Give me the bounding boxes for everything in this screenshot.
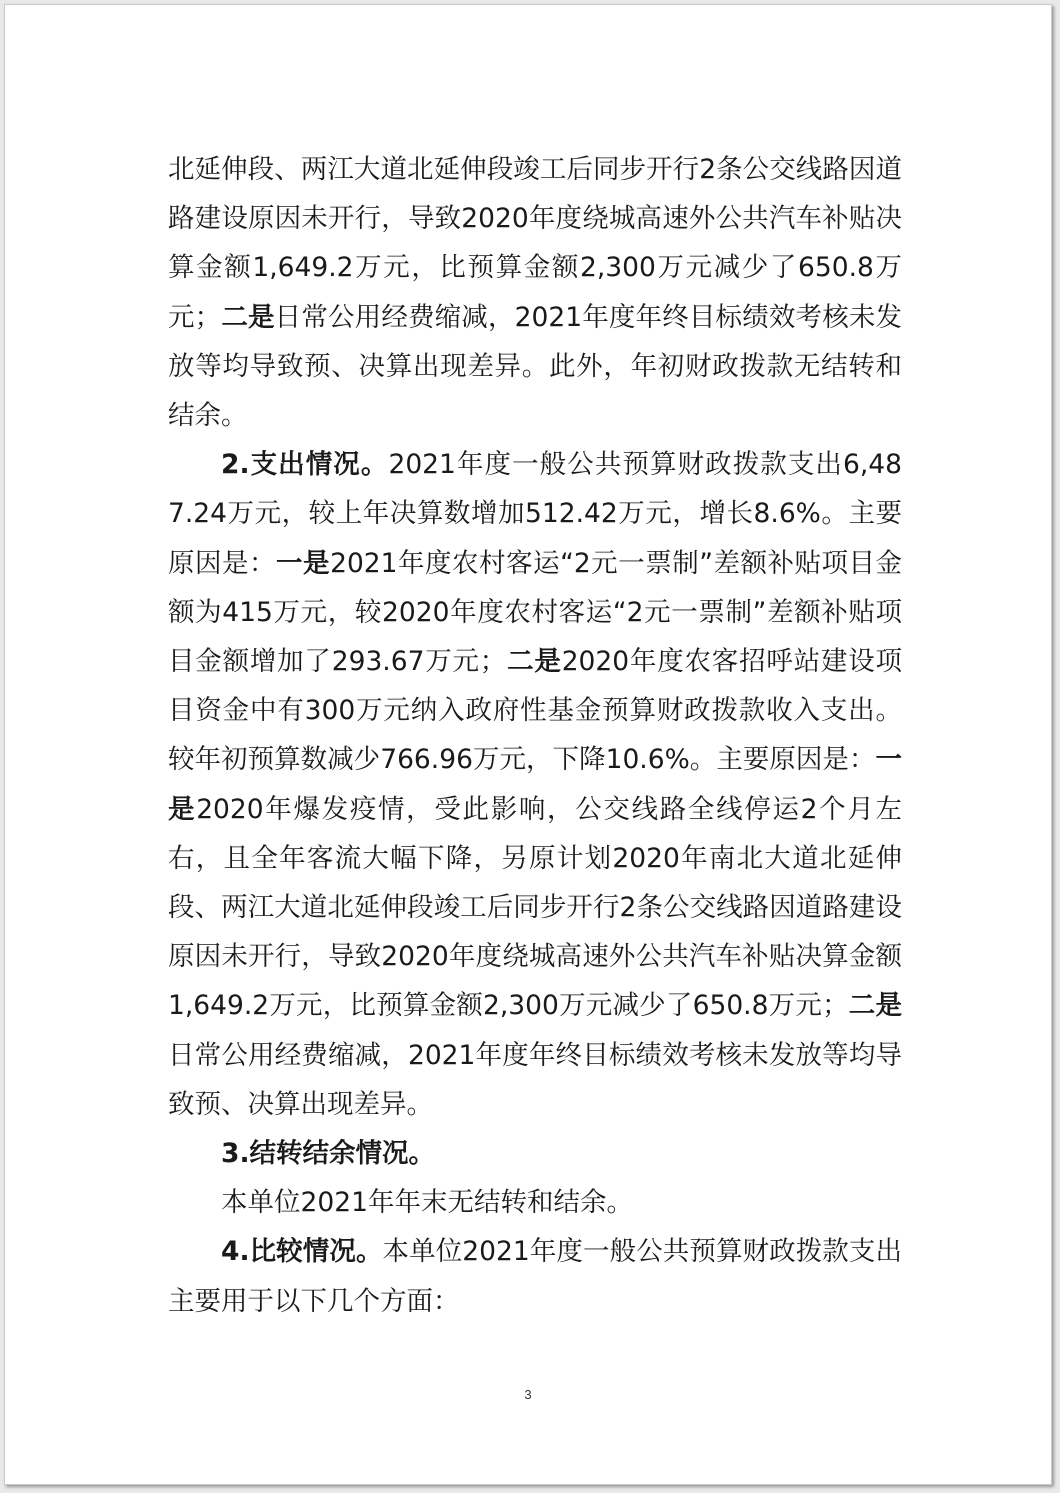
- document-page: [4, 4, 1052, 1485]
- text-run: 2021年度一般公共预算财政拨款支出6,487.24万元，较上年决算数增加512.42万元，增长8.6%。主要原因是：: [168, 449, 902, 579]
- bold-run: 二是: [848, 990, 902, 1022]
- text-run: 北延伸段、两江大道北延伸段竣工后同步开行2条公交线路因道路建设原因未开行，导致2020年度绕城高速外公共汽车补贴决算金额1,649.2万元，比预算金额2,300万元减少了650.8万元；: [168, 154, 902, 333]
- paragraph-carryover: [168, 1178, 902, 1227]
- page-number: 3: [524, 1387, 532, 1402]
- text-run: 本单位2021年度一般公共预算财政拨款支出主要用于以下几个方面：: [168, 1236, 902, 1317]
- bold-run: 二是: [506, 646, 562, 678]
- text-run: 2021年度农村客运“2元一票制”差额补贴项目金额为415万元，较2020年度农村客运“2元一票制”差额补贴项目金额增加了293.67万元；: [168, 547, 903, 678]
- bold-run: 二是: [221, 301, 275, 333]
- section-heading-comparison: 4.比较情况。: [221, 1236, 383, 1268]
- paragraph-comparison: [168, 1227, 902, 1325]
- paragraph-expenditure: [168, 440, 902, 1129]
- text-run: 日常公用经费缩减，2021年度年终目标绩效考核未发放等均导致预、决算出现差异。: [168, 1039, 902, 1120]
- bold-run: 一是: [276, 547, 331, 579]
- bold-run: 一是: [168, 744, 902, 825]
- section-heading-expenditure: 2.支出情况。: [221, 449, 389, 481]
- text-run: 2020年度农客招呼站建设项目资金中有300万元纳入政府性基金预算财政拨款收入支出。较年初预算数减少766.96万元，下降10.6%。主要原因是：: [168, 646, 902, 776]
- bold-run: 3.结转结余情况。: [221, 1138, 436, 1170]
- document-body: [168, 145, 902, 1326]
- text-run: 日常公用经费缩减，2021年度年终目标绩效考核未发放等均导致预、决算出现差异。此外，年初财政拨款无结转和结余。: [168, 301, 903, 432]
- section-heading-carryover: [168, 1129, 902, 1178]
- paragraph-1: [168, 145, 902, 440]
- text-run: 2020年爆发疫情，受此影响，公交线路全线停运2个月左右，且全年客流大幅下降，另原计划2020年南北大道北延伸段、两江大道北延伸段竣工后同步开行2条公交线路因道路建设原因未开行，导致2020年度绕城高速外公共汽车补贴决算金额1,649.2万元，比预算金额2,300万元减少了650.8万元；: [168, 793, 903, 1022]
- text-run: 本单位2021年年末无结转和结余。: [221, 1187, 633, 1219]
